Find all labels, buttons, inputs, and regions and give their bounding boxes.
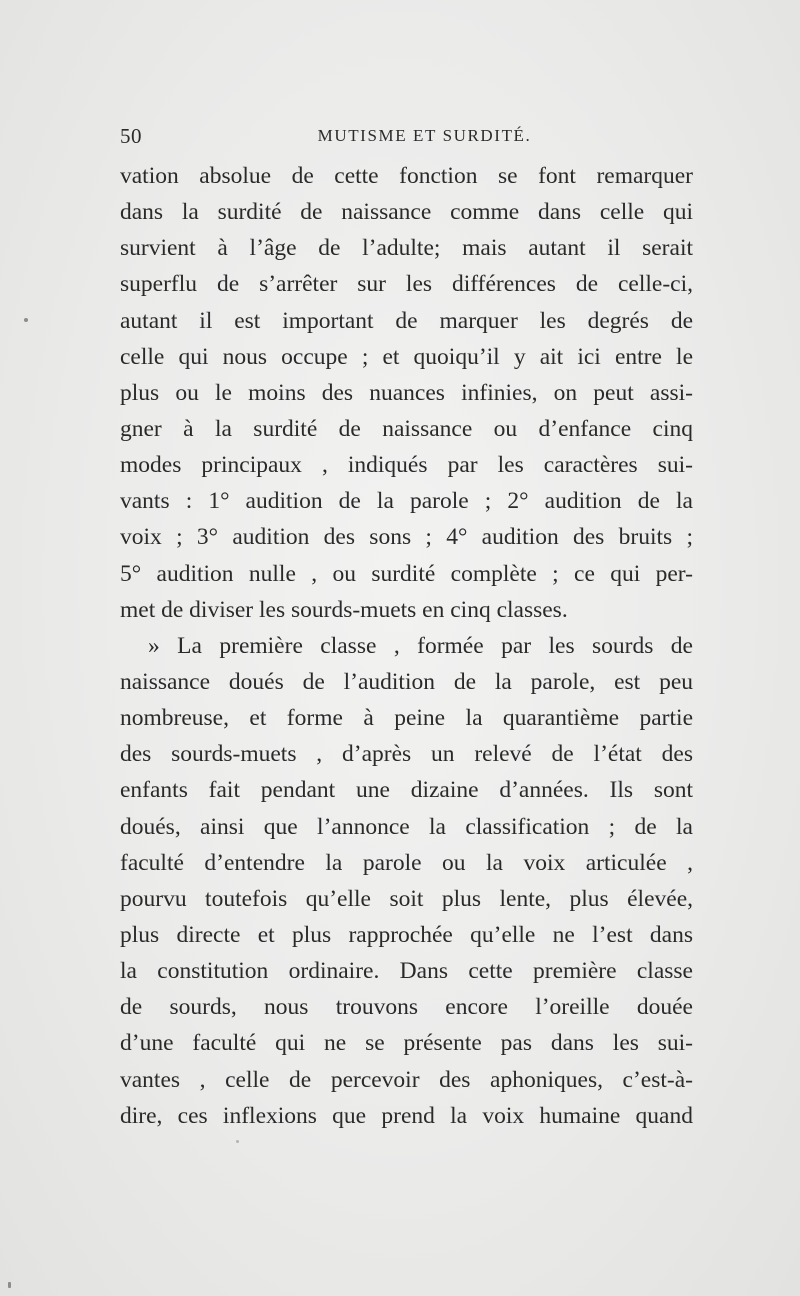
- text-line: modes principaux , indiqués par les caractères sui-: [120, 452, 693, 479]
- text-line: d’une faculté qui ne se présente pas dans les sui-: [120, 1030, 693, 1057]
- text-line: vation absolue de cette fonction se font remarquer: [120, 163, 693, 189]
- text-line: naissance doués de l’audition de la parole, est peu: [120, 668, 693, 695]
- text-line: nombreuse, et forme à peine la quarantième partie: [120, 705, 693, 732]
- text-line: plus directe et plus rapprochée qu’elle ne l’est dans: [120, 921, 693, 948]
- text-line: enfants fait pendant une dizaine d’années. Ils sont: [120, 777, 693, 804]
- text-line: met de diviser les sourds-muets en cinq classes.: [120, 596, 568, 623]
- text-line: plus ou le moins des nuances infinies, on peut assi-: [120, 379, 693, 406]
- text-line: faculté d’entendre la parole ou la voix articulée ,: [120, 849, 693, 876]
- text-line: la constitution ordinaire. Dans cette première classe: [120, 958, 693, 985]
- text-line: de sourds, nous trouvons encore l’oreille douée: [120, 994, 693, 1021]
- text-line: dire, ces inflexions que prend la voix humaine quand: [120, 1102, 693, 1129]
- paper-speck: [24, 318, 28, 322]
- text-line: » La première classe , formée par les sourds de: [148, 632, 693, 659]
- page-header: [120, 124, 693, 154]
- text-line: doués, ainsi que l’annonce la classification ; de la: [120, 813, 693, 840]
- text-line: gner à la surdité de naissance ou d’enfance cinq: [120, 415, 693, 442]
- text-line: 5° audition nulle , ou surdité complète ; ce qui per-: [120, 560, 693, 587]
- body-text: [120, 158, 693, 1134]
- page-number: 50: [120, 124, 142, 148]
- paper-speck: [8, 1282, 11, 1288]
- text-line: vants : 1° audition de la parole ; 2° audition de la: [120, 488, 693, 515]
- text-line: pourvu toutefois qu’elle soit plus lente, plus élevée,: [120, 885, 693, 912]
- text-line: dans la surdité de naissance comme dans celle qui: [120, 199, 693, 226]
- text-line: des sourds-muets , d’après un relevé de l’état des: [120, 741, 693, 768]
- text-line: celle qui nous occupe ; et quoiqu’il y ait ici entre le: [120, 343, 693, 370]
- text-line: voix ; 3° audition des sons ; 4° audition des bruits ;: [120, 524, 693, 551]
- running-title: MUTISME ET SURDITÉ.: [317, 126, 532, 145]
- text-line: superflu de s’arrêter sur les différences de celle-ci,: [120, 271, 693, 298]
- paper-speck: [236, 1140, 239, 1143]
- text-line: survient à l’âge de l’adulte; mais autant il serait: [120, 235, 693, 262]
- text-line: vantes , celle de percevoir des aphoniques, c’est-à-: [120, 1066, 693, 1093]
- text-line: autant il est important de marquer les degrés de: [120, 307, 693, 334]
